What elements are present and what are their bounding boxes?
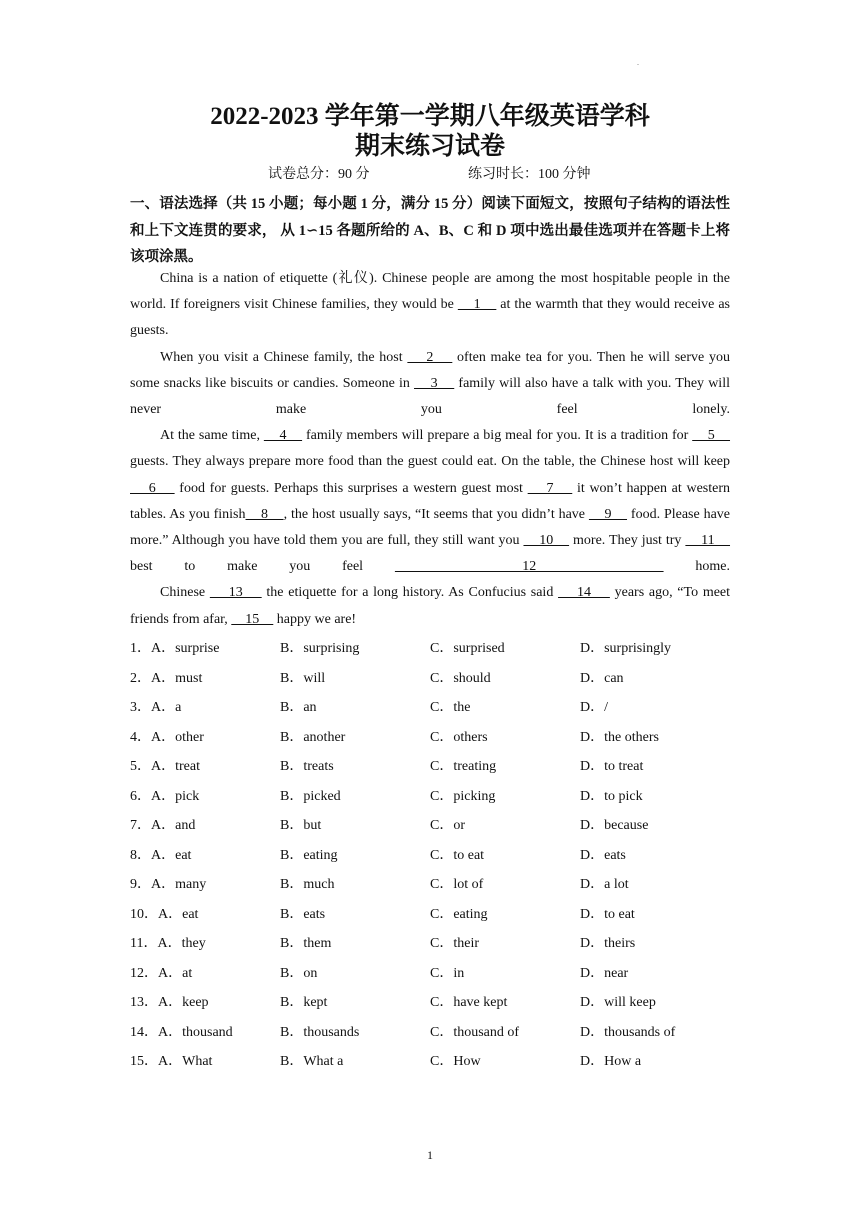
option-d[interactable]: D．/ bbox=[580, 700, 608, 715]
passage-text: family members will prepare a big meal for you. It is a tradition for bbox=[302, 428, 693, 444]
option-c[interactable]: C．in bbox=[430, 965, 465, 981]
option-d[interactable]: D．thousands of bbox=[580, 1024, 676, 1040]
option-a[interactable]: 7．A．and bbox=[130, 818, 196, 833]
passage-paragraph bbox=[130, 266, 730, 345]
passage-paragraph bbox=[130, 580, 730, 632]
passage-text: When you visit a Chinese family, the host bbox=[160, 349, 408, 365]
question-row bbox=[130, 1018, 770, 1048]
option-c[interactable]: C．the bbox=[430, 700, 471, 715]
passage-text: the etiquette for a long history. As Confucius said bbox=[261, 585, 559, 601]
blank-13: 13 bbox=[209, 585, 262, 601]
option-c[interactable]: C．should bbox=[430, 670, 491, 686]
option-b[interactable]: B．picked bbox=[280, 788, 341, 804]
option-d[interactable]: D．because bbox=[580, 818, 649, 833]
option-a[interactable]: 3．A．a bbox=[130, 700, 182, 715]
blank-9: 9 bbox=[588, 506, 628, 522]
question-row bbox=[130, 723, 770, 753]
passage-text: food. Please have more.” Although you have told them you are full, they still want you bbox=[130, 506, 731, 549]
option-b[interactable]: B．but bbox=[280, 818, 322, 833]
option-d[interactable]: D．to pick bbox=[580, 788, 643, 804]
option-d[interactable]: D．a lot bbox=[580, 877, 629, 892]
corner-mark: . bbox=[637, 58, 639, 67]
question-row bbox=[130, 634, 770, 664]
question-row bbox=[130, 900, 770, 930]
option-a[interactable]: 15．A．What bbox=[130, 1054, 213, 1069]
total-score: 试卷总分：90 分 bbox=[268, 167, 370, 182]
passage-paragraph bbox=[130, 345, 730, 424]
option-c[interactable]: C．eating bbox=[430, 906, 488, 922]
passage-text: At the same time, bbox=[160, 428, 264, 444]
option-c[interactable]: C．or bbox=[430, 818, 465, 833]
option-c[interactable]: C．picking bbox=[430, 788, 496, 804]
question-row bbox=[130, 1047, 770, 1077]
option-a[interactable]: 11．A．they bbox=[130, 936, 206, 951]
blank-12: 12 bbox=[394, 559, 664, 575]
passage-text: guests. They always prepare more food than the guest could eat. On the table, the Chinese host will keep bbox=[130, 454, 730, 470]
question-row bbox=[130, 752, 770, 782]
passage-text: family will also have a talk with you. They will never make you feel lonely. bbox=[130, 375, 730, 418]
option-c[interactable]: C．How bbox=[430, 1054, 481, 1069]
option-d[interactable]: D．surprisingly bbox=[580, 641, 671, 656]
blank-2: 2 bbox=[407, 349, 453, 365]
option-a[interactable]: 6．A．pick bbox=[130, 788, 200, 804]
option-c[interactable]: C．their bbox=[430, 936, 479, 951]
option-c[interactable]: C．thousand of bbox=[430, 1024, 520, 1040]
option-a[interactable]: 12．A．at bbox=[130, 965, 193, 981]
option-b[interactable]: B．eats bbox=[280, 906, 326, 922]
option-b[interactable]: B．eating bbox=[280, 847, 338, 863]
option-d[interactable]: D．to eat bbox=[580, 906, 635, 922]
blank-5: 5 bbox=[692, 428, 731, 444]
blank-3: 3 bbox=[414, 375, 455, 391]
passage-text: food for guests. Perhaps this surprises a western guest most bbox=[174, 480, 528, 496]
blank-6: 6 bbox=[130, 480, 175, 496]
option-b[interactable]: B．kept bbox=[280, 995, 328, 1010]
option-a[interactable]: 5．A．treat bbox=[130, 759, 200, 774]
option-b[interactable]: B．surprising bbox=[280, 641, 360, 656]
duration: 练习时长：100 分钟 bbox=[468, 167, 591, 182]
passage-text: happy we are! bbox=[273, 611, 357, 627]
option-b[interactable]: B．will bbox=[280, 670, 326, 686]
option-a[interactable]: 14．A．thousand bbox=[130, 1024, 233, 1040]
question-row bbox=[130, 664, 770, 694]
option-a[interactable]: 4．A．other bbox=[130, 729, 204, 745]
blank-7: 7 bbox=[527, 480, 573, 496]
exam-subtitle: 期末练习试卷 bbox=[354, 133, 505, 160]
option-a[interactable]: 2．A．must bbox=[130, 670, 203, 686]
option-a[interactable]: 9．A．many bbox=[130, 877, 207, 892]
option-b[interactable]: B．an bbox=[280, 700, 317, 715]
blank-14: 14 bbox=[558, 585, 610, 601]
option-b[interactable]: B．much bbox=[280, 877, 335, 892]
option-c[interactable]: C．treating bbox=[430, 759, 497, 774]
option-b[interactable]: B．them bbox=[280, 936, 332, 951]
blank-4: 4 bbox=[263, 428, 303, 444]
question-row bbox=[130, 959, 770, 989]
option-d[interactable]: D．How a bbox=[580, 1054, 642, 1069]
option-a[interactable]: 8．A．eat bbox=[130, 847, 192, 863]
passage-text: home. bbox=[663, 559, 730, 575]
option-c[interactable]: C．to eat bbox=[430, 847, 485, 863]
question-row bbox=[130, 929, 770, 959]
option-d[interactable]: D．eats bbox=[580, 847, 626, 863]
question-row bbox=[130, 870, 770, 900]
option-d[interactable]: D．to treat bbox=[580, 759, 644, 774]
option-d[interactable]: D．can bbox=[580, 670, 624, 686]
option-b[interactable]: B．treats bbox=[280, 759, 334, 774]
option-c[interactable]: C．surprised bbox=[430, 641, 505, 656]
option-a[interactable]: 10．A．eat bbox=[130, 906, 199, 922]
option-d[interactable]: D．the others bbox=[580, 729, 659, 745]
option-d[interactable]: D．near bbox=[580, 965, 629, 981]
option-a[interactable]: 13．A．keep bbox=[130, 995, 209, 1010]
option-b[interactable]: B．thousands bbox=[280, 1024, 360, 1040]
option-c[interactable]: C．lot of bbox=[430, 877, 484, 892]
option-d[interactable]: D．theirs bbox=[580, 936, 636, 951]
passage-text: more. They just try bbox=[569, 533, 686, 549]
passage-text: years ago, “To meet friends from afar, bbox=[130, 585, 731, 627]
blank-8: 8 bbox=[245, 506, 284, 522]
blank-10: 10 bbox=[523, 533, 570, 549]
option-a[interactable]: 1．A．surprise bbox=[130, 641, 220, 656]
passage-text: often make tea for you. Then he will serve you some snacks like biscuits or candies. Someone in bbox=[130, 349, 730, 391]
question-row bbox=[130, 841, 770, 871]
option-d[interactable]: D．will keep bbox=[580, 995, 656, 1010]
blank-1: 1 bbox=[457, 297, 497, 313]
passage-text: China is a nation of etiquette (礼仪). Chinese people are among the most hospitable people in the world. If foreigners visit Chinese families, they would be bbox=[130, 271, 730, 313]
question-row bbox=[130, 988, 770, 1018]
question-row bbox=[130, 782, 770, 812]
passage-text: at the warmth that they would receive as guests. bbox=[130, 297, 730, 339]
question-row bbox=[130, 693, 770, 723]
reading-passage bbox=[130, 266, 730, 633]
option-c[interactable]: C．have kept bbox=[430, 995, 508, 1010]
blank-11: 11 bbox=[685, 533, 731, 549]
option-b[interactable]: B．What a bbox=[280, 1054, 344, 1069]
option-c[interactable]: C．others bbox=[430, 729, 488, 745]
page-number: 1 bbox=[427, 1148, 433, 1162]
option-b[interactable]: B．another bbox=[280, 729, 346, 745]
blank-15: 15 bbox=[231, 611, 274, 627]
passage-text: it won’t happen at western tables. As you finish bbox=[130, 480, 731, 522]
passage-paragraph bbox=[130, 423, 730, 580]
exam-title: 2022-2023 学年第一学期八年级英语学科 bbox=[210, 103, 650, 130]
passage-text: Chinese bbox=[160, 585, 210, 601]
section-heading: 一、语法选择（共 15 小题；每小题 1 分，满分 15 分）阅读下面短文，按照句子结构的语法性和上下文连贯的要求， 从 1∽15 各题所给的 A、B、C 和 D 项中选出最佳选项并在答题卡上将该项涂黑。 bbox=[130, 196, 730, 265]
option-b[interactable]: B．on bbox=[280, 965, 318, 981]
passage-text: , the host usually says, “It seems that you didn’t have bbox=[283, 506, 589, 522]
question-row bbox=[130, 811, 770, 841]
passage-text: best to make you feel bbox=[130, 559, 395, 575]
answer-options bbox=[130, 634, 770, 1077]
